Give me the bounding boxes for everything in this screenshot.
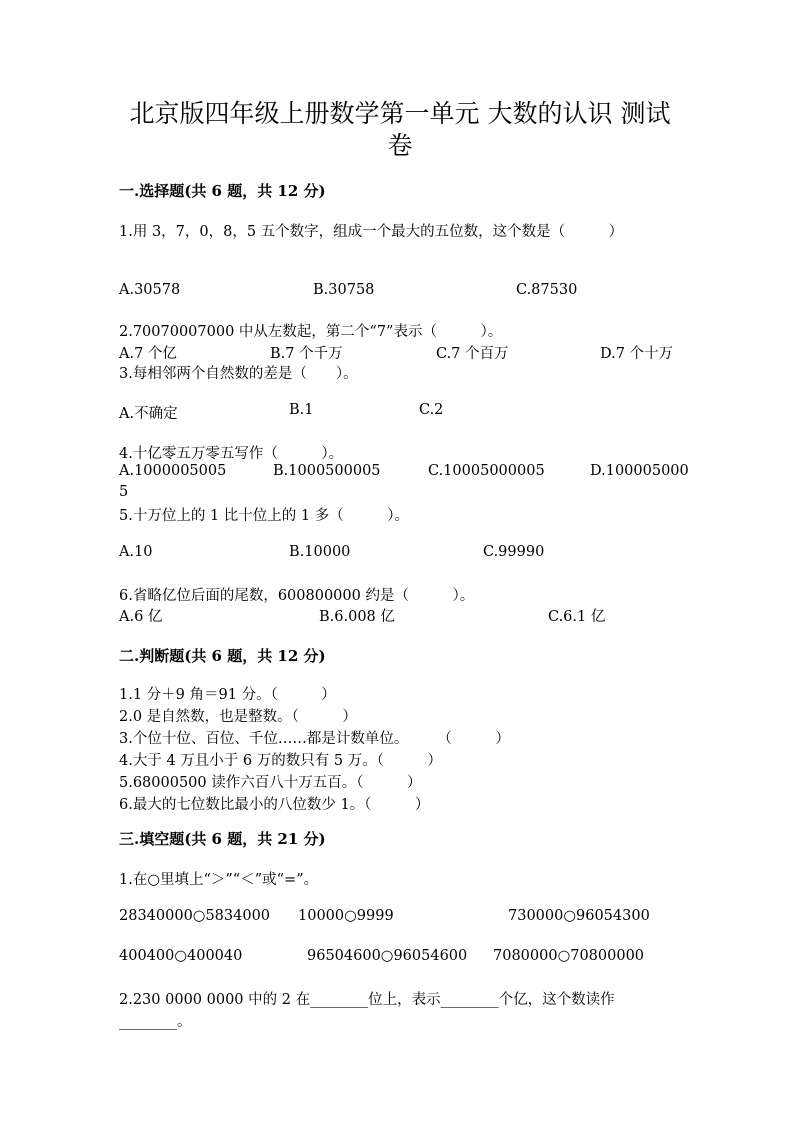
question-2-option-c: C.7 个百万 bbox=[436, 346, 509, 362]
question-1-option-c: C.87530 bbox=[516, 282, 578, 298]
question-6-option-c: C.6.1 亿 bbox=[548, 609, 606, 625]
question-5-option-c: C.99990 bbox=[483, 544, 545, 560]
section-heading-judgement: 二.判断题(共 6 题，共 12 分) bbox=[119, 647, 326, 665]
question-4-option-c: C.10005000005 bbox=[428, 463, 545, 479]
exam-title-line1: 北京版四年级上册数学第一单元 大数的认识 测试 bbox=[129, 99, 671, 128]
question-1-option-b: B.30758 bbox=[313, 282, 375, 298]
question-6-stem: 6.省略亿位后面的尾数，600800000 约是（ ）。 bbox=[119, 588, 475, 604]
section-heading-fill-in: 三.填空题(共 6 题，共 21 分) bbox=[119, 830, 326, 848]
compare-item-2: 10000○9999 bbox=[298, 908, 394, 924]
question-3-option-c: C.2 bbox=[419, 402, 444, 418]
compare-item-3: 730000○96054300 bbox=[508, 908, 650, 924]
judgement-item-5: 5.68000500 读作六百八十万五百。（ ） bbox=[119, 775, 422, 791]
fill-question-2-line2: ________。 bbox=[119, 1014, 192, 1030]
judgement-item-6: 6.最大的七位数比最小的八位数少 1。（ ） bbox=[119, 797, 430, 813]
question-1-stem: 1.用 3，7，0，8，5 五个数字，组成一个最大的五位数，这个数是（ ） bbox=[119, 224, 624, 240]
question-4-option-d-wrap: 5 bbox=[119, 484, 129, 500]
section-heading-choice: 一.选择题(共 6 题，共 12 分) bbox=[119, 182, 326, 200]
question-6-option-b: B.6.008 亿 bbox=[319, 609, 395, 625]
compare-item-1: 28340000○5834000 bbox=[119, 908, 271, 924]
question-4-option-a: A.1000005005 bbox=[119, 463, 227, 479]
question-6-option-a: A.6 亿 bbox=[119, 609, 163, 625]
judgement-item-3: 3.个位十位、百位、千位……都是计数单位。 （ ） bbox=[119, 731, 510, 747]
fill-question-1-stem: 1.在○里填上“＞”“＜”或“=”。 bbox=[119, 872, 319, 888]
judgement-item-1: 1.1 分＋9 角＝91 分。（ ） bbox=[119, 687, 336, 703]
question-4-option-d: D.100005000 bbox=[590, 463, 689, 479]
compare-item-4: 400400○400040 bbox=[119, 948, 243, 964]
question-5-option-b: B.10000 bbox=[289, 544, 351, 560]
question-5-option-a: A.10 bbox=[119, 544, 153, 560]
compare-item-6: 7080000○70800000 bbox=[493, 948, 645, 964]
exam-title-line2: 卷 bbox=[387, 131, 413, 160]
question-2-stem: 2.70070007000 中从左数起，第二个“7”表示（ ）。 bbox=[119, 324, 503, 340]
fill-question-2-line1: 2.230 0000 0000 中的 2 在________位上，表示________个亿，这个数读作 bbox=[119, 992, 615, 1008]
question-2-option-b: B.7 个千万 bbox=[270, 346, 343, 362]
judgement-item-4: 4.大于 4 万且小于 6 万的数只有 5 万。（ ） bbox=[119, 753, 442, 769]
question-3-stem: 3.每相邻两个自然数的差是（ ）。 bbox=[119, 366, 358, 382]
question-1-option-a: A.30578 bbox=[119, 282, 181, 298]
question-3-option-b: B.1 bbox=[289, 402, 314, 418]
question-2-option-d: D.7 个十万 bbox=[600, 346, 674, 362]
compare-item-5: 96504600○96054600 bbox=[307, 948, 468, 964]
question-4-stem: 4.十亿零五万零五写作（ ）。 bbox=[119, 446, 344, 462]
question-2-option-a: A.7 个亿 bbox=[119, 346, 177, 362]
question-4-option-b: B.1000500005 bbox=[273, 463, 381, 479]
judgement-item-2: 2.0 是自然数，也是整数。（ ） bbox=[119, 709, 357, 725]
question-5-stem: 5.十万位上的 1 比十位上的 1 多（ ）。 bbox=[119, 508, 409, 524]
question-3-option-a: A.不确定 bbox=[119, 406, 178, 422]
